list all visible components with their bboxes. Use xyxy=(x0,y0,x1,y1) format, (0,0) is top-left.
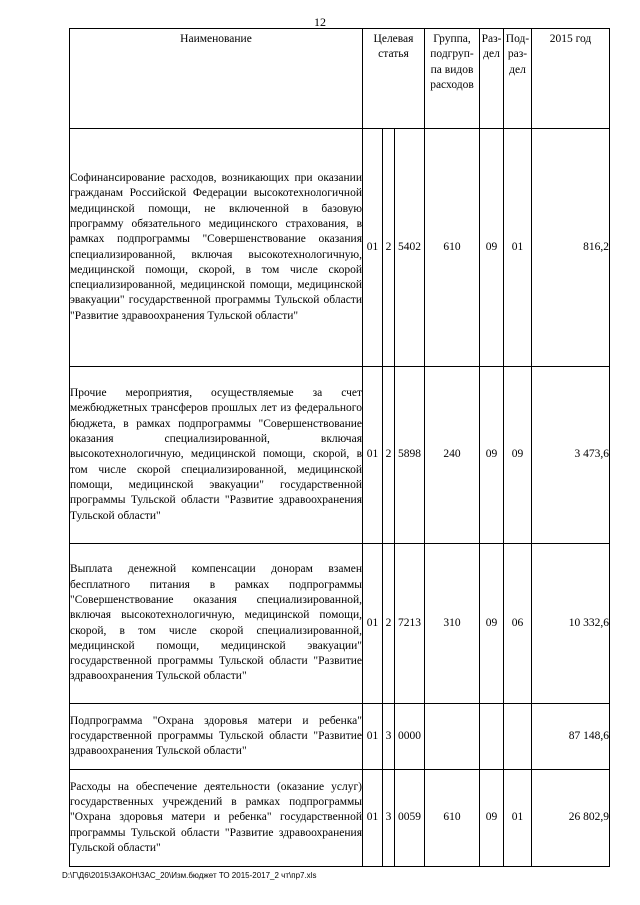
row-group: 610 xyxy=(425,770,480,867)
row-section: 09 xyxy=(480,770,504,867)
row-amount: 816,2 xyxy=(532,129,610,367)
row-target-subprogram: 2 xyxy=(383,367,395,544)
page-number: 12 xyxy=(314,15,326,29)
table-row xyxy=(70,129,610,367)
row-group xyxy=(425,704,480,770)
row-amount: 3 473,6 xyxy=(532,367,610,544)
row-target-direction: 5898 xyxy=(395,367,425,544)
row-subsection xyxy=(504,704,532,770)
budget-table xyxy=(69,28,610,867)
row-amount: 10 332,6 xyxy=(532,544,610,704)
row-target-program: 01 xyxy=(363,770,383,867)
row-target-program: 01 xyxy=(363,704,383,770)
header-target: Целевая статья xyxy=(363,29,425,129)
row-section xyxy=(480,704,504,770)
row-name: Расходы на обеспечение деятельности (оказание услуг) государственных учреждений в рамках подпрограммы "Охрана здоровья матери и ребенка" государственной программы Тульской области "Развитие здравоохранения Тульской области" xyxy=(70,770,363,867)
row-subsection: 09 xyxy=(504,367,532,544)
row-target-direction: 5402 xyxy=(395,129,425,367)
row-target-subprogram: 2 xyxy=(383,544,395,704)
row-target-direction: 0000 xyxy=(395,704,425,770)
row-subsection: 06 xyxy=(504,544,532,704)
header-year: 2015 год xyxy=(532,29,610,129)
row-name: Выплата денежной компенсации донорам взамен бесплатного питания в рамках подпрограммы "Совершенствование оказания специализированной, включая высокотехнологичную, медицинской помощи, скорой, в том числе скорой специализированной, медицинской помощи, медицинской эвакуации" государственной программы Тульской области "Развитие здравоохранения Тульской области" xyxy=(70,544,363,704)
header-name: Наименование xyxy=(70,29,363,129)
row-amount: 26 802,9 xyxy=(532,770,610,867)
header-subsection: Под-раз-дел xyxy=(504,29,532,129)
header-row xyxy=(70,29,610,129)
row-target-program: 01 xyxy=(363,544,383,704)
row-target-program: 01 xyxy=(363,367,383,544)
row-section: 09 xyxy=(480,367,504,544)
file-path-footer: D:\Г\Д6\2015\ЗАКОН\ЗАС_20\Изм.бюджет ТО 2015-2017_2 чт\пр7.xls xyxy=(62,871,317,880)
row-target-program: 01 xyxy=(363,129,383,367)
row-group: 240 xyxy=(425,367,480,544)
row-amount: 87 148,6 xyxy=(532,704,610,770)
header-section: Раз-дел xyxy=(480,29,504,129)
row-subsection: 01 xyxy=(504,770,532,867)
row-name: Подпрограмма "Охрана здоровья матери и ребенка" государственной программы Тульской области "Развитие здравоохранения Тульской области" xyxy=(70,704,363,770)
table-row xyxy=(70,704,610,770)
table-row xyxy=(70,770,610,867)
row-target-subprogram: 3 xyxy=(383,770,395,867)
row-target-direction: 7213 xyxy=(395,544,425,704)
row-section: 09 xyxy=(480,544,504,704)
row-target-subprogram: 2 xyxy=(383,129,395,367)
row-name: Софинансирование расходов, возникающих при оказании гражданам Российской Федерации высокотехнологичной медицинской помощи, не включенной в базовую программу обязательного медицинского страхования, в рамках подпрограммы "Совершенствование оказания специализированной, включая высокотехнологичную, медицинской помощи, скорой, в том числе скорой специализированной, медицинской помощи, медицинской эвакуации" государственной программы Тульской области "Развитие здравоохранения Тульской области" xyxy=(70,129,363,367)
row-subsection: 01 xyxy=(504,129,532,367)
row-target-subprogram: 3 xyxy=(383,704,395,770)
table-row xyxy=(70,544,610,704)
row-name: Прочие мероприятия, осуществляемые за счет межбюджетных трансферов прошлых лет из федерального бюджета, в рамках подпрограммы "Совершенствование оказания специализированной, включая высокотехнологичную, медицинской помощи, скорой, в том числе скорой специализированной, медицинской помощи, медицинской эвакуации" государственной программы Тульской области "Развитие здравоохранения Тульской области" xyxy=(70,367,363,544)
header-group: Группа, подгруп-па видов расходов xyxy=(425,29,480,129)
row-group: 610 xyxy=(425,129,480,367)
table-row xyxy=(70,367,610,544)
row-target-direction: 0059 xyxy=(395,770,425,867)
row-section: 09 xyxy=(480,129,504,367)
row-group: 310 xyxy=(425,544,480,704)
